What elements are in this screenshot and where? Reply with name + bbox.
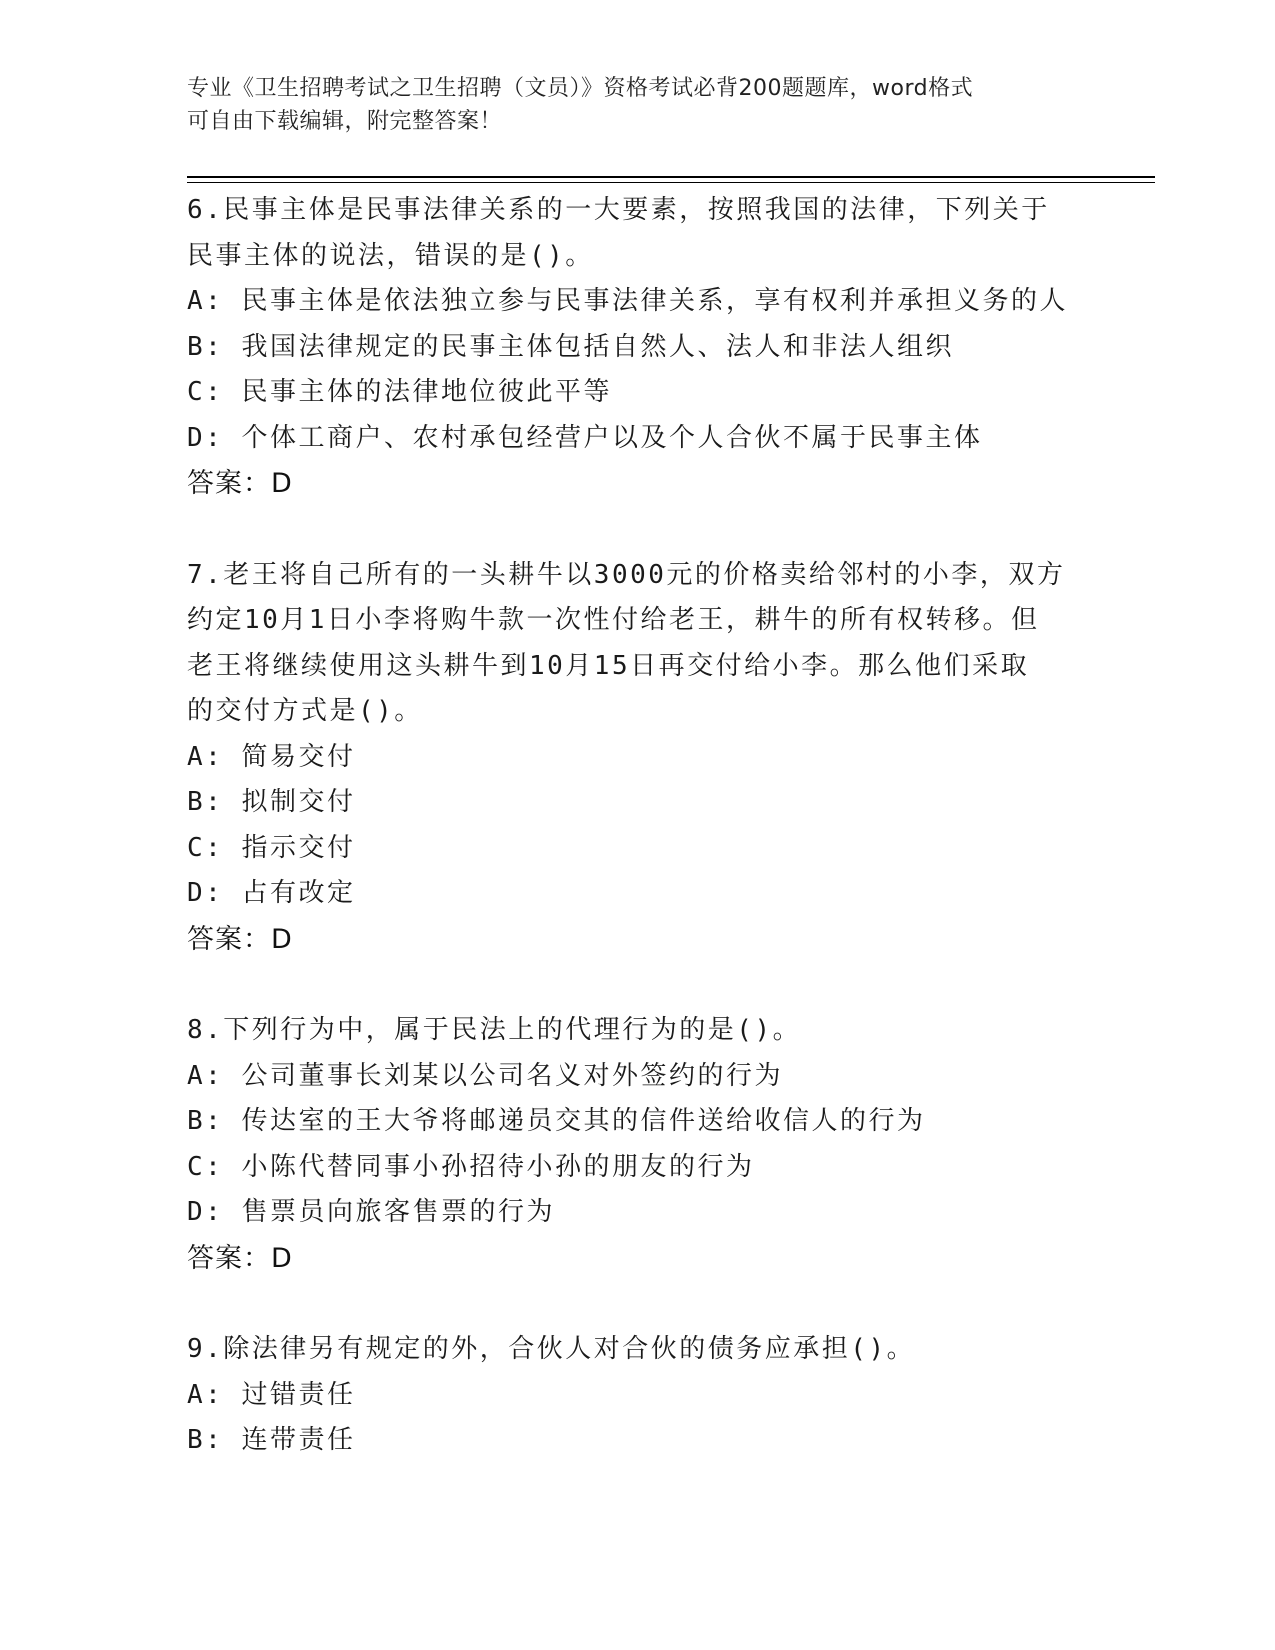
stem-line: 约定10月1日小李将购牛款一次性付给老王，耕牛的所有权转移。但 <box>187 605 1040 635</box>
option-d: D: 售票员向旅客售票的行为 <box>187 1197 555 1227</box>
question-stem <box>187 1008 1087 1054</box>
option-d: D: 占有改定 <box>187 878 356 908</box>
answer-label: 答案：D <box>187 1242 293 1274</box>
header-divider-thin <box>187 182 1155 183</box>
answer-label: 答案：D <box>187 468 293 499</box>
answer-label: 答案：D <box>187 923 293 955</box>
header-line-2: 可自由下载编辑，附完整答案！ <box>187 109 503 134</box>
question-list <box>187 188 1087 1510</box>
option-a: A: 过错责任 <box>187 1379 356 1410</box>
question-9 <box>187 1327 1087 1464</box>
stem-line: 9.除法律另有规定的外，合伙人对合伙的债务应承担()。 <box>187 1334 916 1364</box>
option-c: C: 民事主体的法律地位彼此平等 <box>187 377 612 407</box>
option-a: A: 公司董事长刘某以公司名义对外签约的行为 <box>187 1060 783 1091</box>
option-c: C: 小陈代替同事小孙招待小孙的朋友的行为 <box>187 1151 755 1182</box>
option-b: B: 连带责任 <box>187 1425 356 1455</box>
header-line-1: 专业《卫生招聘考试之卫生招聘（文员）》资格考试必背200题题库，word格式 <box>187 76 974 101</box>
stem-line: 老王将继续使用这头耕牛到10月15日再交付给小李。那么他们采取 <box>187 650 1030 681</box>
stem-line: 6.民事主体是民事法律关系的一大要素，按照我国的法律，下列关于 <box>187 195 1050 225</box>
stem-line: 的交付方式是()。 <box>187 696 423 726</box>
stem-line: 7.老王将自己所有的一头耕牛以3000元的价格卖给邻村的小李，双方 <box>187 559 1066 590</box>
option-b: B: 传达室的王大爷将邮递员交其的信件送给收信人的行为 <box>187 1106 926 1136</box>
option-c: C: 指示交付 <box>187 832 356 863</box>
question-8 <box>187 1008 1087 1281</box>
question-stem <box>187 188 1087 279</box>
option-b: B: 拟制交付 <box>187 787 356 817</box>
option-b: B: 我国法律规定的民事主体包括自然人、法人和非法人组织 <box>187 331 954 362</box>
question-7 <box>187 553 1087 963</box>
stem-line: 民事主体的说法，错误的是()。 <box>187 240 594 271</box>
question-stem <box>187 553 1087 735</box>
option-a: A: 民事主体是依法独立参与民事法律关系，享有权利并承担义务的人 <box>187 286 1068 316</box>
question-6 <box>187 188 1087 507</box>
header-divider-thick <box>187 176 1155 178</box>
question-stem <box>187 1327 1087 1373</box>
stem-line: 8.下列行为中，属于民法上的代理行为的是()。 <box>187 1015 802 1045</box>
option-a: A: 简易交付 <box>187 741 356 772</box>
option-d: D: 个体工商户、农村承包经营户以及个人合伙不属于民事主体 <box>187 422 983 453</box>
document-header <box>187 72 1067 138</box>
